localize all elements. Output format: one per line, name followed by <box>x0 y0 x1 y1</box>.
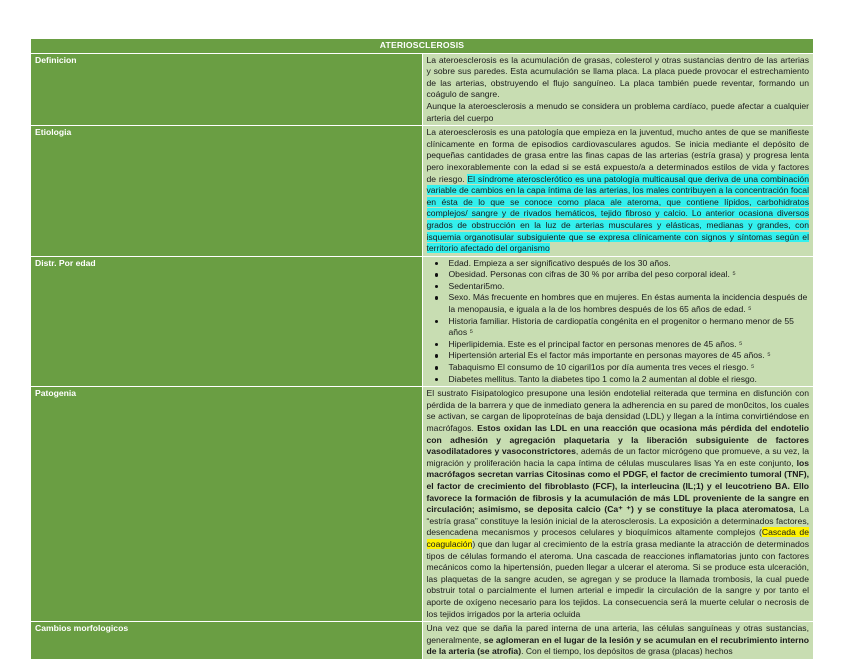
row-etiologia <box>31 126 813 257</box>
definicion-paragraph-2: Aunque la ateroesclerosis a menudo se considera un problema cardíaco, puede afectar a cualquier arteria del cuerpo <box>426 100 809 123</box>
etiologia-highlighted-text: El síndrome aterosclerótico es una patología multicausal que deriva de una combinación variable de cambios en la capa íntima de las arterias, los males contribuyen a la concentración focal en ésta de lo que se conoce como placa ale ateroma, que contiene lípidos, carbohidratos complejos/ sangre y de rivados hemáticos, tejido fibroso y calcio. Lo anterior ocasiona diversos grados de obstrucción en la luz de arterias musculares y elásticas, medianas y grandes, con isquemia organotisular subsiguiente que se expresa clínicamente con signos y síntomas según el territorio afectado del organismo <box>426 173 809 254</box>
patogenia-bold-2: los macrófagos secretan varrias Citosinas como el PDGF, el factor de crecimiento tumoral (TNF), el factor de crecimiento del fibroblasto (FCF), la interleucina (IL;1) y el leucotrieno BA. Ello favorece la formación de fibrosis y la acumulación de más LDL proveniente de la sangre en circulación; asimismo, se deposita calcio (Ca⁺ ⁺) y se constituye la placa ateromatosa <box>426 457 809 515</box>
patogenia-text-2: , además de un factor micrógeno que promueve, a su vez, la migración y proliferación hacia la capa íntima de células musculares lisas Ya en este conjunto, <box>426 446 809 468</box>
definicion-paragraph-1: La ateroesclerosis es la acumulación de grasas, colesterol y otras sustancias dentro de las arterias y sobre sus paredes. Esta acumulación se llama placa. La placa puede provocar el estrechamiento de las arterias, obstruyendo el flujo sanguíneo. La placa también puede reventar, formando un coágulo de sangre. <box>426 54 809 100</box>
row-label-etiologia: Etiologia <box>31 126 422 257</box>
patogenia-bold-1: Estos oxidan las LDL en una reacción que ocasiona más pérdida del endotelio con adhesión y agregación plaquetaria y la liberación subsiguiente de factores vasodilatadores y vasoconstrictores <box>426 423 809 457</box>
list-item: Hiperlipidemia. Este es el principal factor en personas menores de 45 años. ⁵ <box>441 339 810 351</box>
row-distr-por-edad <box>31 256 813 387</box>
row-content-etiologia <box>422 126 813 257</box>
row-label-definicion: Definicion <box>31 53 422 126</box>
table-title: ATERIOSCLEROSIS <box>31 39 813 53</box>
list-item: Historia familiar. Historia de cardiopatía congénita en el progenitor o hermano menor de 55 años ⁵ <box>441 316 810 339</box>
row-label-distr-por-edad: Distr. Por edad <box>31 256 422 387</box>
cambios-text-1: Una vez que se daña la pared interna de una arteria, las células sanguíneas y otras sustancias, generalmente, <box>426 623 809 645</box>
aterosclerosis-table <box>31 39 813 660</box>
row-cambios-morfologicos <box>31 622 813 660</box>
title-row <box>31 39 813 53</box>
patogenia-text-1: El sustrato Fisipatologico presupone una lesión endotelial reiterada que termina en disfunción con pérdida de la barrera y que de inmediato genera la adherencia en su pared de mon0citos, los cuales se activan, se cargan de lipoproteínas de baja densidad (LDL) y llegan a la íntima convirtiéndose en macrófagos. <box>426 388 809 433</box>
row-label-patogenia: Patogenia <box>31 387 422 622</box>
cambios-bold-1: se aglomeran en el lugar de la lesión y se acumulan en el recubrimiento interno de la arteria (se atrofia) <box>426 634 809 657</box>
list-item: Sexo. Más frecuente en hombres que en mujeres. En éstas aumenta la incidencia después de la menopausia, e iguala a la de los hombres después de los 65 años de edad. ⁵ <box>441 292 810 315</box>
row-content-definicion <box>422 53 813 126</box>
etiologia-text: La ateroesclerosis es una patología que empieza en la juventud, mucho antes de que se manifieste clínicamente en forma de episodios cardiovasculares agudos. Se inicia mediante el depósito de pequeñas cantidades de grasa entre las finas capas de las arterias (estría grasa) y progresa lenta pero inexorablemente con la edad si se está expuesto/a a determinados estilos de vida y factores de riesgo. <box>426 127 809 184</box>
row-content-distr-por-edad <box>422 256 813 387</box>
patogenia-highlight: Cascada de coagulación <box>426 527 809 549</box>
row-definicion <box>31 53 813 126</box>
patogenia-text-3: , La “estría grasa” constituye la lesión inicial de la aterosclerosis. La exposición a determinados factores, desencadena mecanismos y procesos celulares y bioquímicos altamente complejos ( <box>426 504 809 538</box>
list-item: Edad. Empieza a ser significativo después de los 30 años. <box>441 258 810 270</box>
list-item: Obesidad. Personas con cifras de 30 % por arriba del peso corporal ideal. ⁵ <box>441 269 810 281</box>
list-item: Hipertensión arterial Es el factor más importante en personas mayores de 45 años. ⁵ <box>441 350 810 362</box>
patogenia-text-4: ) que dan lugar al crecimiento de la estría grasa mediante la atracción de determinados tipos de células formando el ateroma. Una cascada de reacciones inflamatorias junto con factores mecánicos como la hipertensión, pueden llegar a ulcerar el ateroma. Si se produce esta ulceración, las plaquetas de la sangre acuden, se agregan y se produce la llamada trombosis, la cual puede obstruir total o parcialmente el lumen arterial e impedir la circulación de la sangre y por tanto el aporte de oxígeno necesario para los tejidos. La consecuencia será la muerte celular o necrosis de los tejidos irrigados por la arteria ocluida <box>426 538 809 619</box>
list-item: Sedentari5mo. <box>441 281 810 293</box>
cambios-text-2: . Con el tiempo, los depósitos de grasa (placas) hechos <box>521 646 733 657</box>
row-content-cambios-morfologicos <box>422 622 813 660</box>
row-label-cambios-morfologicos: Cambios morfologicos <box>31 622 422 660</box>
list-item: Diabetes mellitus. Tanto la diabetes tipo 1 como la 2 aumentan al doble el riesgo. <box>441 374 810 386</box>
risk-factor-list <box>427 258 810 386</box>
row-content-patogenia <box>422 387 813 622</box>
row-patogenia <box>31 387 813 622</box>
document-table-container <box>31 39 813 660</box>
list-item: Tabaquismo El consumo de 10 cigaril1os por día aumenta tres veces el riesgo. ⁵ <box>441 362 810 374</box>
